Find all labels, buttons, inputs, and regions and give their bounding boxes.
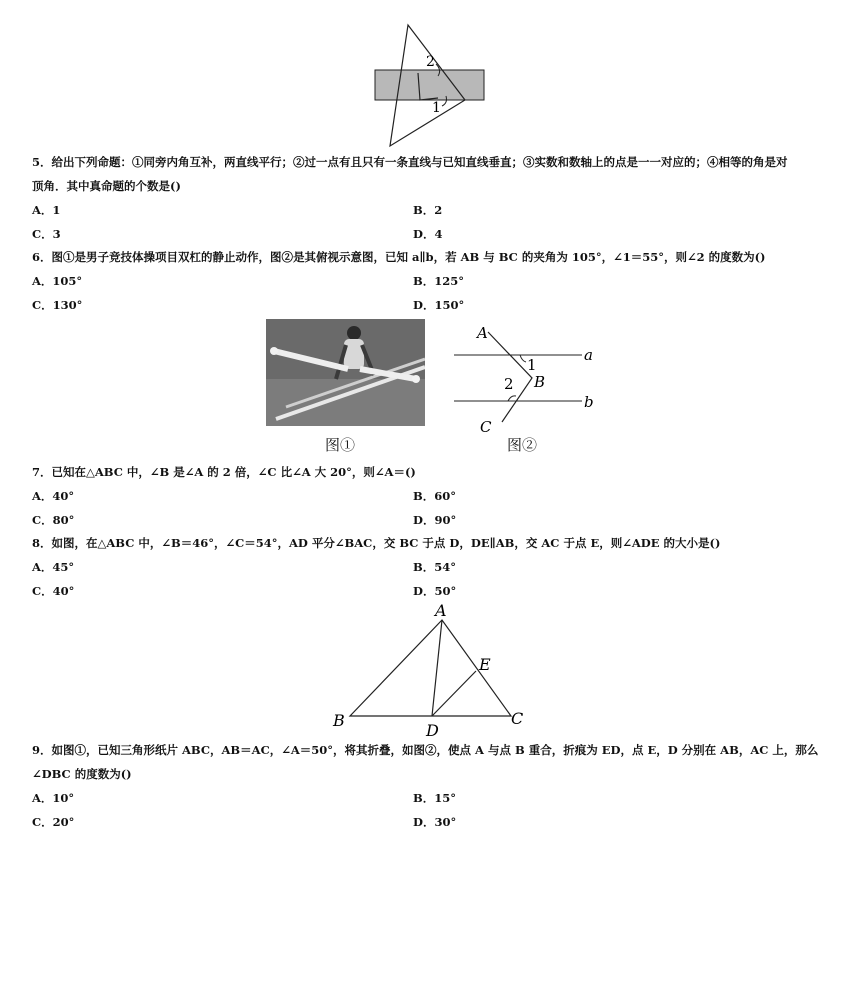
q9-option-a: A．10° (32, 791, 75, 805)
angle-label-2: 2 (504, 375, 514, 393)
q8-text-line1: 8．如图，在△ABC 中，∠B＝46°，∠C＝54°，AD 平分∠BAC，交 BC 于点 D，DE∥AB，交 AC 于点 E，则∠ADE 的大小是() (32, 536, 721, 550)
q5-option-a: A．1 (32, 203, 61, 217)
label-A: A (477, 324, 488, 342)
q6-option-d: D．150° (413, 298, 465, 312)
q8-option-d: D．50° (413, 584, 457, 598)
q6-option-a: A．105° (32, 274, 83, 288)
q9-option-b: B．15° (413, 791, 456, 805)
angle-arc-2 (508, 396, 516, 401)
angle-label-2: 2 (426, 54, 435, 70)
gray-rectangle (375, 70, 484, 100)
parallel-lines-diagram (450, 318, 610, 436)
q7-option-b: B．60° (413, 489, 456, 503)
q5-text-line2: 顶角．其中真命题的个数是() (32, 179, 181, 193)
angle-label-1: 1 (527, 356, 537, 374)
q9-option-c: C．20° (32, 815, 75, 829)
q8-option-c: C．40° (32, 584, 75, 598)
label-B: B (333, 711, 345, 730)
q8-option-a: A．45° (32, 560, 75, 574)
q6-option-c: C．130° (32, 298, 83, 312)
label-b: b (584, 393, 594, 411)
segment-ad (432, 620, 442, 716)
segment-de (432, 671, 476, 716)
q7-option-d: D．90° (413, 513, 457, 527)
q5-option-b: B．2 (413, 203, 443, 217)
gymnast-photo (266, 319, 425, 426)
triangle-abc-diagram (330, 600, 530, 740)
triangle-rectangle-figure (360, 20, 500, 152)
q5-option-c: C．3 (32, 227, 61, 241)
figure2-caption: 图② (507, 436, 538, 454)
figure1-caption: 图① (325, 436, 356, 454)
q7-text-line1: 7．已知在△ABC 中，∠B 是∠A 的 2 倍，∠C 比∠A 大 20°，则∠A＝() (32, 465, 416, 479)
q6-text-line1: 6．图①是男子竞技体操项目双杠的静止动作，图②是其俯视示意图，已知 a∥b，若 AB 与 BC 的夹角为 105°，∠1＝55°，则∠2 的度数为() (32, 250, 766, 264)
label-a: a (584, 346, 593, 364)
label-E: E (479, 655, 491, 674)
label-C: C (480, 418, 492, 436)
q5-text-line1: 5．给出下列命题：①同旁内角互补，两直线平行；②过一点有且只有一条直线与已知直线垂直；③实数和数轴上的点是一一对应的；④相等的角是对 (32, 155, 788, 169)
q6-option-b: B．125° (413, 274, 464, 288)
label-D: D (426, 721, 439, 740)
label-C: C (511, 709, 524, 728)
q5-option-d: D．4 (413, 227, 443, 241)
gymnast-photo-drawing (266, 319, 425, 426)
q7-option-c: C．80° (32, 513, 75, 527)
q9-text-line1: 9．如图①，已知三角形纸片 ABC，AB＝AC，∠A＝50°，将其折叠，如图②，使点 A 与点 B 重合，折痕为 ED，点 E，D 分别在 AB，AC 上，那么 (32, 743, 819, 757)
angle-arc-1 (520, 355, 526, 362)
label-B: B (534, 373, 546, 391)
q9-text-line2: ∠DBC 的度数为() (32, 767, 132, 781)
angle-label-1: 1 (432, 100, 441, 116)
q9-option-d: D．30° (413, 815, 457, 829)
q7-option-a: A．40° (32, 489, 75, 503)
label-A: A (435, 601, 447, 620)
q8-option-b: B．54° (413, 560, 456, 574)
